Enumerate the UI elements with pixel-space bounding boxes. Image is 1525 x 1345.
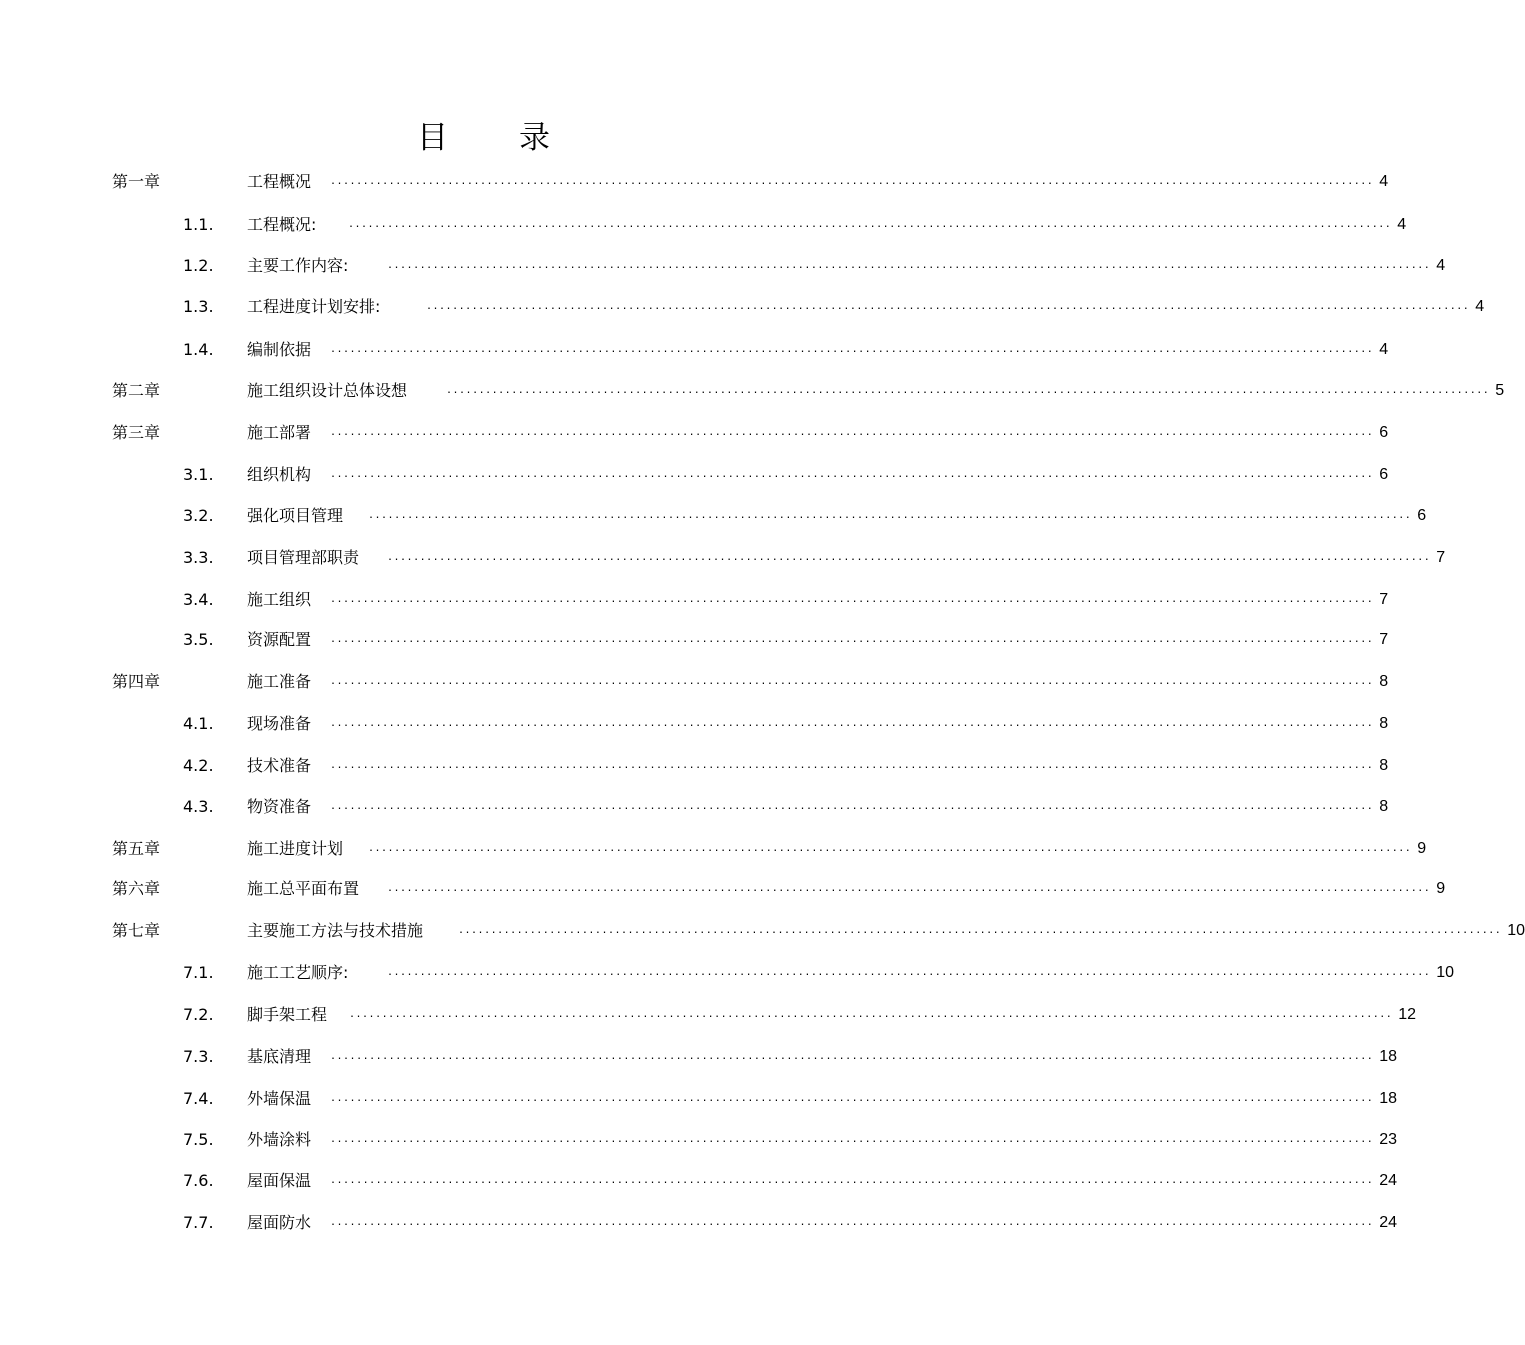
toc-entry-section[interactable] <box>0 212 1407 238</box>
toc-entry-section[interactable] <box>0 1168 1398 1194</box>
entry-text: 物资准备 <box>247 797 312 816</box>
leader-dots: ................................................................................................................................................................ <box>368 510 1412 521</box>
entry-leader <box>426 294 1485 320</box>
entry-text: 外墙涂料 <box>247 1130 312 1149</box>
entry-leader <box>330 1210 1398 1236</box>
entry-text: 施工工艺顺序: <box>247 963 349 982</box>
entry-page-number: 23 <box>1379 1131 1398 1148</box>
leader-dots: ................................................................................................................................................................ <box>330 1051 1374 1062</box>
entry-text: 外墙保温 <box>247 1089 312 1108</box>
entry-label: 3.3. <box>183 548 214 567</box>
toc-entry-section[interactable] <box>0 794 1389 820</box>
entry-label: 第七章 <box>112 921 161 940</box>
leader-dots: ................................................................................................................................................................ <box>330 1175 1374 1186</box>
entry-label: 第一章 <box>112 172 161 191</box>
leader-dots: ................................................................................................................................................................ <box>426 301 1470 312</box>
entry-leader <box>330 169 1389 195</box>
entry-text: 施工组织 <box>247 590 312 609</box>
entry-label: 1.2. <box>183 256 214 275</box>
entry-label: 3.5. <box>183 630 214 649</box>
leader-dots: ................................................................................................................................................................ <box>387 883 1431 894</box>
entry-label: 第三章 <box>112 423 161 442</box>
entry-page-number: 6 <box>1417 507 1427 524</box>
entry-page-number: 4 <box>1475 298 1485 315</box>
leader-dots: ................................................................................................................................................................ <box>330 676 1374 687</box>
entry-label: 第五章 <box>112 839 161 858</box>
leader-dots: ................................................................................................................................................................ <box>368 843 1412 854</box>
toc-entry-section[interactable] <box>0 337 1389 363</box>
entry-text: 项目管理部职责 <box>247 548 360 567</box>
entry-leader <box>330 711 1389 737</box>
entry-label: 第二章 <box>112 381 161 400</box>
entry-leader <box>330 627 1389 653</box>
toc-entry-section[interactable] <box>0 1127 1398 1153</box>
entry-leader <box>330 1127 1398 1153</box>
leader-dots: ................................................................................................................................................................ <box>387 260 1431 271</box>
entry-text: 屋面保温 <box>247 1171 312 1190</box>
entry-label: 4.3. <box>183 797 214 816</box>
entry-leader <box>330 420 1389 446</box>
leader-dots: ................................................................................................................................................................ <box>330 1217 1374 1228</box>
entry-leader <box>349 1002 1417 1028</box>
entry-text: 技术准备 <box>247 756 312 775</box>
leader-dots: ................................................................................................................................................................ <box>330 718 1374 729</box>
entry-page-number: 18 <box>1379 1090 1398 1107</box>
entry-label: 1.4. <box>183 340 214 359</box>
entry-text: 强化项目管理 <box>247 506 344 525</box>
entry-label: 7.3. <box>183 1047 214 1066</box>
leader-dots: ................................................................................................................................................................ <box>330 344 1374 355</box>
entry-page-number: 4 <box>1379 341 1389 358</box>
entry-page-number: 9 <box>1436 880 1446 897</box>
entry-label: 7.5. <box>183 1130 214 1149</box>
entry-text: 资源配置 <box>247 630 312 649</box>
leader-dots: ................................................................................................................................................................ <box>330 1134 1374 1145</box>
toc-entry-chapter[interactable] <box>0 918 1525 944</box>
toc-entry-section[interactable] <box>0 1002 1417 1028</box>
entry-text: 基底清理 <box>247 1047 312 1066</box>
entry-page-number: 18 <box>1379 1048 1398 1065</box>
leader-dots: ................................................................................................................................................................ <box>387 552 1431 563</box>
entry-text: 屋面防水 <box>247 1213 312 1232</box>
toc-entry-section[interactable] <box>0 753 1389 779</box>
entry-leader <box>330 753 1389 779</box>
entry-page-number: 7 <box>1379 631 1389 648</box>
entry-page-number: 8 <box>1379 715 1389 732</box>
entry-text: 现场准备 <box>247 714 312 733</box>
entry-leader <box>348 212 1407 238</box>
entry-page-number: 8 <box>1379 798 1389 815</box>
leader-dots: ................................................................................................................................................................ <box>330 1093 1374 1104</box>
entry-page-number: 10 <box>1436 964 1455 981</box>
entry-page-number: 4 <box>1436 257 1446 274</box>
entry-text: 工程进度计划安排: <box>247 297 381 316</box>
toc-entry-chapter[interactable] <box>0 836 1427 862</box>
entry-text: 组织机构 <box>247 465 312 484</box>
entry-leader <box>330 337 1389 363</box>
entry-leader <box>330 1168 1398 1194</box>
toc-entry-chapter[interactable] <box>0 378 1505 404</box>
entry-text: 编制依据 <box>247 340 312 359</box>
leader-dots: ................................................................................................................................................................ <box>446 385 1490 396</box>
entry-page-number: 4 <box>1397 216 1407 233</box>
entry-leader <box>387 253 1446 279</box>
entry-leader <box>330 462 1389 488</box>
toc-title <box>0 114 950 162</box>
entry-page-number: 9 <box>1417 840 1427 857</box>
entry-page-number: 6 <box>1379 424 1389 441</box>
entry-page-number: 24 <box>1379 1214 1398 1231</box>
entry-label: 1.3. <box>183 297 214 316</box>
toc-entry-section[interactable] <box>0 1044 1398 1070</box>
toc-entry-section[interactable] <box>0 503 1427 529</box>
entry-page-number: 10 <box>1507 922 1525 939</box>
entry-leader <box>446 378 1505 404</box>
leader-dots: ................................................................................................................................................................ <box>330 427 1374 438</box>
leader-dots: ................................................................................................................................................................ <box>330 469 1374 480</box>
leader-dots: ................................................................................................................................................................ <box>330 594 1374 605</box>
entry-text: 施工进度计划 <box>247 839 344 858</box>
entry-label: 7.2. <box>183 1005 214 1024</box>
toc-entry-section[interactable] <box>0 1086 1398 1112</box>
toc-entry-chapter[interactable] <box>0 169 1389 195</box>
entry-page-number: 5 <box>1495 382 1505 399</box>
leader-dots: ................................................................................................................................................................ <box>387 967 1431 978</box>
entry-label: 第四章 <box>112 672 161 691</box>
leader-dots: ................................................................................................................................................................ <box>330 176 1374 187</box>
entry-page-number: 4 <box>1379 173 1389 190</box>
entry-leader <box>330 1044 1398 1070</box>
leader-dots: ................................................................................................................................................................ <box>330 801 1374 812</box>
entry-label: 4.1. <box>183 714 214 733</box>
entry-label: 7.6. <box>183 1171 214 1190</box>
entry-label: 1.1. <box>183 215 214 234</box>
entry-leader <box>330 794 1389 820</box>
entry-page-number: 7 <box>1379 591 1389 608</box>
entry-leader <box>368 503 1427 529</box>
leader-dots: ................................................................................................................................................................ <box>330 634 1374 645</box>
entry-label: 7.7. <box>183 1213 214 1232</box>
entry-text: 工程概况: <box>247 215 317 234</box>
entry-leader <box>458 918 1525 944</box>
entry-leader <box>368 836 1427 862</box>
toc-entry-chapter[interactable] <box>0 876 1446 902</box>
entry-label: 3.4. <box>183 590 214 609</box>
entry-text: 脚手架工程 <box>247 1005 328 1024</box>
entry-text: 施工总平面布置 <box>247 879 360 898</box>
toc-entry-section[interactable] <box>0 253 1446 279</box>
entry-leader <box>330 1086 1398 1112</box>
entry-text: 施工部署 <box>247 423 312 442</box>
entry-page-number: 8 <box>1379 757 1389 774</box>
toc-entry-chapter[interactable] <box>0 669 1389 695</box>
entry-leader <box>387 960 1455 986</box>
toc-entry-section[interactable] <box>0 545 1446 571</box>
toc-entry-section[interactable] <box>0 587 1389 613</box>
leader-dots: ................................................................................................................................................................ <box>348 219 1392 230</box>
entry-text: 主要施工方法与技术措施 <box>247 921 424 940</box>
toc-entry-chapter[interactable] <box>0 420 1389 446</box>
entry-label: 3.1. <box>183 465 214 484</box>
entry-page-number: 6 <box>1379 466 1389 483</box>
entry-page-number: 12 <box>1398 1006 1417 1023</box>
entry-label: 4.2. <box>183 756 214 775</box>
leader-dots: ................................................................................................................................................................ <box>330 760 1374 771</box>
entry-leader <box>330 669 1389 695</box>
toc-entry-section[interactable] <box>0 462 1389 488</box>
toc-entry-section[interactable] <box>0 627 1389 653</box>
entry-text: 施工准备 <box>247 672 312 691</box>
entry-label: 3.2. <box>183 506 214 525</box>
entry-page-number: 7 <box>1436 549 1446 566</box>
entry-text: 主要工作内容: <box>247 256 349 275</box>
entry-text: 施工组织设计总体设想 <box>247 381 408 400</box>
toc-entry-section[interactable] <box>0 960 1455 986</box>
entry-label: 7.1. <box>183 963 214 982</box>
toc-entry-section[interactable] <box>0 711 1389 737</box>
toc-title-char: 目 <box>417 120 448 156</box>
toc-title-char: 录 <box>519 120 550 156</box>
toc-entry-section[interactable] <box>0 1210 1398 1236</box>
entry-text: 工程概况 <box>247 172 312 191</box>
entry-leader <box>387 545 1446 571</box>
leader-dots: ................................................................................................................................................................ <box>458 925 1502 936</box>
leader-dots: ................................................................................................................................................................ <box>349 1009 1393 1020</box>
entry-leader <box>330 587 1389 613</box>
entry-page-number: 24 <box>1379 1172 1398 1189</box>
toc-entry-section[interactable] <box>0 294 1485 320</box>
entry-leader <box>387 876 1446 902</box>
entry-page-number: 8 <box>1379 673 1389 690</box>
entry-label: 第六章 <box>112 879 161 898</box>
entry-label: 7.4. <box>183 1089 214 1108</box>
